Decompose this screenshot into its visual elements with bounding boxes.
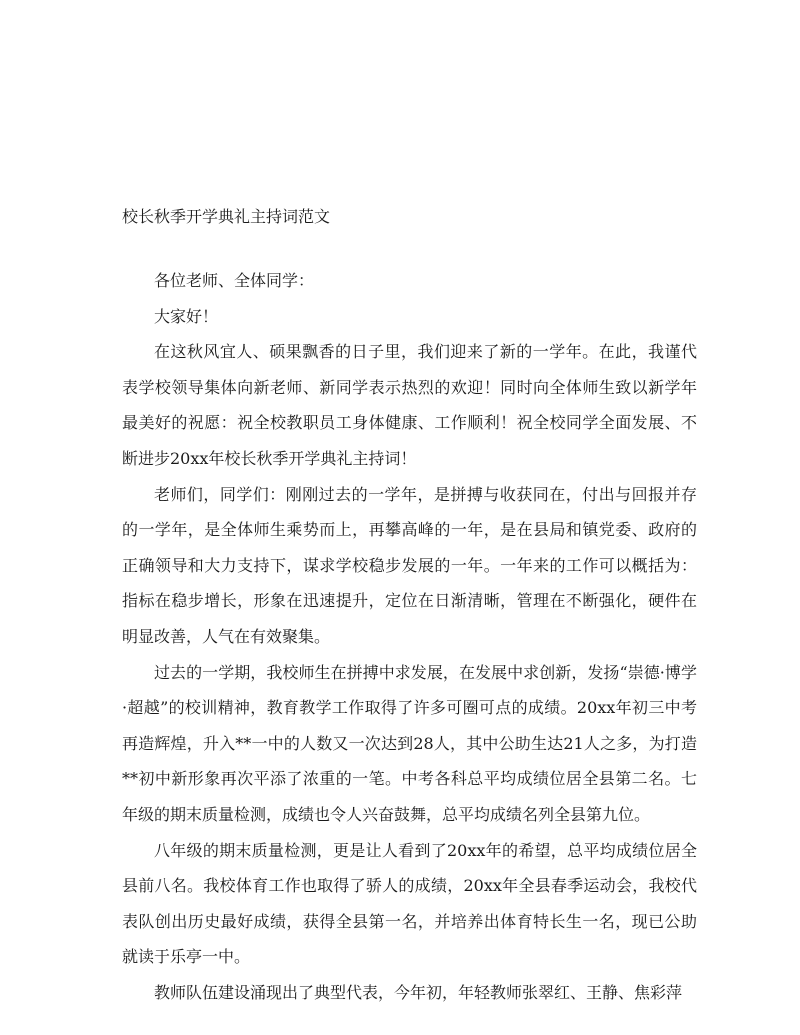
document-body (122, 263, 697, 1010)
paragraph-greeting: 大家好！ (154, 306, 219, 326)
paragraph-achievements: 过去的一学期，我校师生在拼搏中求发展，在发展中求创新，发扬“崇德·博学·超越”的校训精神，教育教学工作取得了许多可圈可点的成绩。20xx年初三中考再造辉煌，升入**一中的人数又一次达到28人，其中公助生达21人之多，为打造**初中新形象再次平添了浓重的一笔。中考各科总平均成绩位居全县第二名。七年级的期末质量检测，成绩也令人兴奋鼓舞，总平均成绩名列全县第九位。 (122, 662, 697, 824)
paragraph-welcome: 在这秋风宜人、硕果飘香的日子里，我们迎来了新的一学年。在此，我谨代表学校领导集体向新老师、新同学表示热烈的欢迎！同时向全体师生致以新学年最美好的祝愿：祝全校教职员工身体健康、工作顺利！祝全校同学全面发展、不断进步20xx年校长秋季开学典礼主持词！ (122, 342, 697, 468)
paragraph-teachers: 教师队伍建设涌现出了典型代表，今年初，年轻教师张翠红、王静、焦彩萍 (154, 982, 683, 1002)
paragraph-grade-eight: 八年级的期末质量检测，更是让人看到了20xx年的希望，总平均成绩位居全县前八名。我校体育工作也取得了骄人的成绩，20xx年全县春季运动会，我校代表队创出历史最好成绩，获得全县第一名，并培养出体育特长生一名，现已公助就读于乐亭一中。 (122, 840, 697, 967)
paragraph-salutation: 各位老师、全体同学： (154, 271, 315, 290)
document-title: 校长秋季开学典礼主持词范文 (122, 207, 331, 226)
paragraph-review: 老师们，同学们：刚刚过去的一学年，是拼搏与收获同在，付出与回报并存的一学年，是全体师生乘势而上，再攀高峰的一年，是在县局和镇党委、政府的正确领导和大力支持下，谋求学校稳步发展的一年。一年来的工作可以概括为：指标在稳步增长，形象在迅速提升，定位在日渐清晰，管理在不断强化，硬件在明显改善，人气在有效聚集。 (122, 484, 697, 646)
